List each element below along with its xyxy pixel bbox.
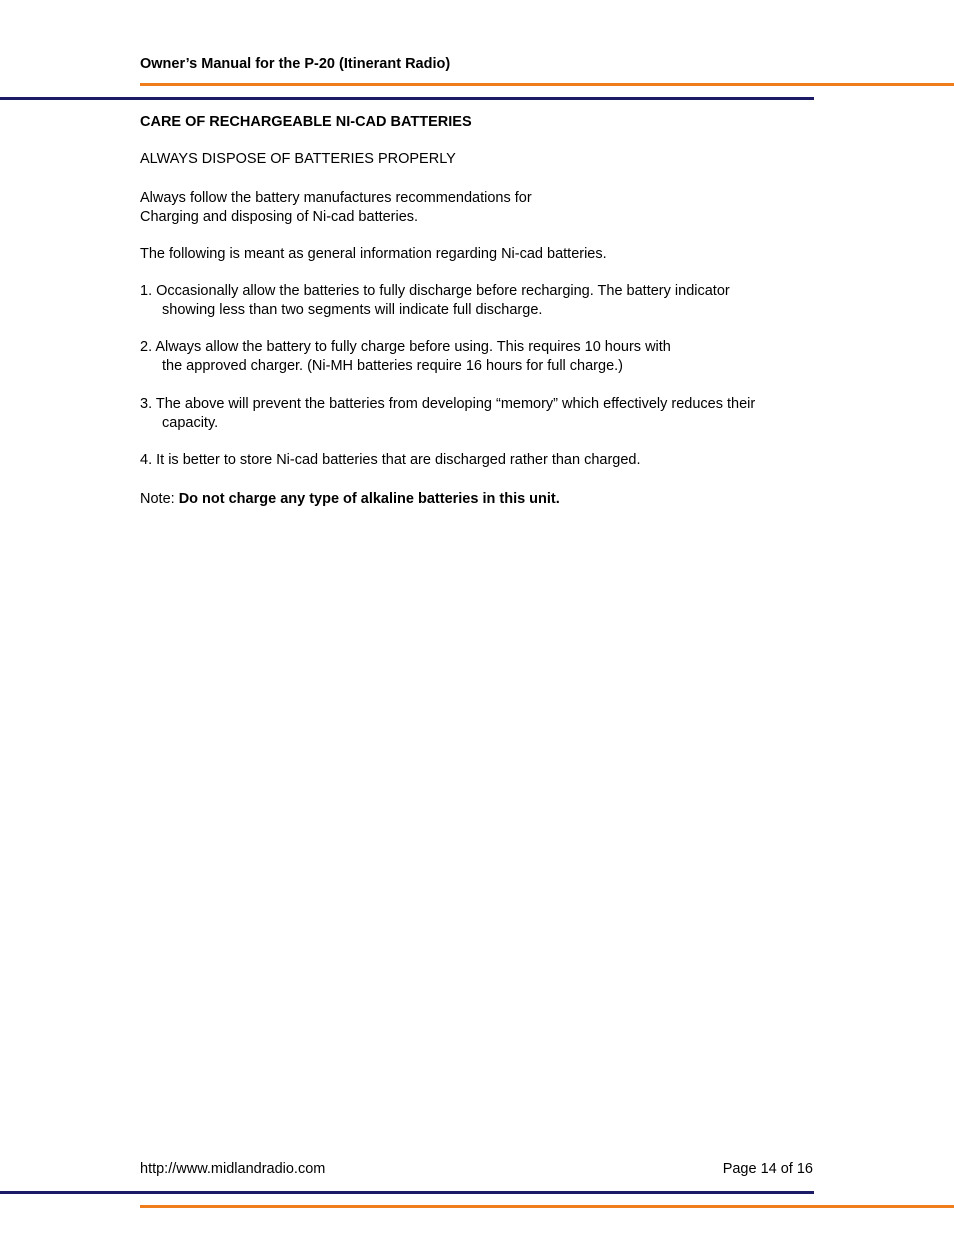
intro-line-2: Charging and disposing of Ni-cad batteries. <box>140 209 419 225</box>
list-item-line-2: showing less than two segments will indicate full discharge. <box>162 302 543 318</box>
section-heading: CARE OF RECHARGEABLE NI-CAD BATTERIES <box>140 114 472 130</box>
list-item-line-2: capacity. <box>162 415 219 431</box>
footer-navy-rule <box>0 1191 814 1194</box>
header-navy-rule <box>0 97 814 100</box>
list-item-line-1: 3. The above will prevent the batteries from developing “memory” which effectively reduces their <box>140 396 756 412</box>
document-header-title: Owner’s Manual for the P-20 (Itinerant Radio) <box>140 56 451 72</box>
note-warning-text: Do not charge any type of alkaline batteries in this unit. <box>178 491 560 507</box>
list-item <box>140 338 820 376</box>
list-item-line-1: 1. Occasionally allow the batteries to fully discharge before recharging. The battery indicator <box>140 283 730 299</box>
footer-page-number: Page 14 of 16 <box>722 1161 813 1177</box>
header-orange-rule <box>140 83 954 86</box>
list-item-line-1: 2. Always allow the battery to fully charge before using. This requires 10 hours with <box>140 339 671 355</box>
intro-paragraph <box>140 189 820 227</box>
list-item <box>140 282 820 320</box>
list-item <box>140 395 820 433</box>
list-item-line-1: 4. It is better to store Ni-cad batteries that are discharged rather than charged. <box>140 452 641 468</box>
intro-line-1: Always follow the battery manufactures recommendations for <box>140 190 532 206</box>
note-label: Note: <box>140 491 179 507</box>
list-item <box>140 451 820 470</box>
footer-website-link[interactable]: http://www.midlandradio.com <box>140 1161 326 1177</box>
general-info-paragraph: The following is meant as general information regarding Ni-cad batteries. <box>140 246 607 262</box>
note-paragraph <box>140 491 560 507</box>
list-item-line-2: the approved charger. (Ni-MH batteries require 16 hours for full charge.) <box>162 358 623 374</box>
disposal-subheading: ALWAYS DISPOSE OF BATTERIES PROPERLY <box>140 151 456 167</box>
footer-orange-rule <box>140 1205 954 1208</box>
